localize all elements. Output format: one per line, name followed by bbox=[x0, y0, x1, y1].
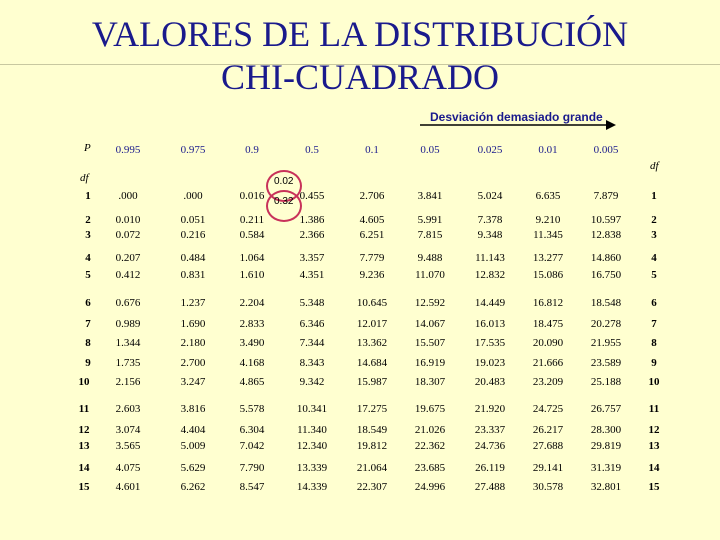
df-value-right: 6 bbox=[651, 297, 657, 309]
table-cell: 3.247 bbox=[180, 376, 206, 388]
table-cell: 0.455 bbox=[299, 190, 325, 202]
table-cell: 11.345 bbox=[533, 229, 563, 241]
table-cell: 1.386 bbox=[299, 214, 325, 226]
table-cell: 14.684 bbox=[356, 357, 388, 369]
table-cell: 18.549 bbox=[356, 424, 388, 436]
table-cell: 6.635 bbox=[535, 190, 561, 202]
df-value-right: 2 bbox=[651, 214, 657, 226]
table-cell: 27.488 bbox=[474, 481, 506, 493]
table-cell: 7.378 bbox=[477, 214, 503, 226]
table-cell: 9.488 bbox=[417, 252, 443, 264]
table-cell: 32.801 bbox=[590, 481, 622, 493]
table-cell: 9.236 bbox=[359, 269, 385, 281]
table-cell: 27.688 bbox=[532, 440, 564, 452]
table-cell: 18.475 bbox=[532, 318, 564, 330]
table-cell: 19.023 bbox=[474, 357, 506, 369]
table-cell: 4.351 bbox=[299, 269, 325, 281]
table-cell: 21.955 bbox=[590, 337, 622, 349]
table-cell: 26.217 bbox=[532, 424, 564, 436]
table-cell: 11.070 bbox=[415, 269, 445, 281]
table-cell: 0.584 bbox=[239, 229, 265, 241]
table-cell: 4.168 bbox=[239, 357, 265, 369]
table-cell: 0.989 bbox=[115, 318, 141, 330]
table-cell: 5.009 bbox=[180, 440, 206, 452]
table-cell: 4.404 bbox=[180, 424, 206, 436]
table-cell: 0.010 bbox=[115, 214, 141, 226]
probability-header: 0.05 bbox=[420, 144, 440, 156]
table-cell: 14.449 bbox=[474, 297, 506, 309]
table-cell: 6.304 bbox=[239, 424, 265, 436]
table-cell: 2.603 bbox=[115, 403, 141, 415]
table-cell: 7.879 bbox=[593, 190, 619, 202]
table-cell: 1.064 bbox=[239, 252, 265, 264]
annotation-032: 0.32 bbox=[274, 196, 294, 207]
table-cell: 16.750 bbox=[590, 269, 622, 281]
table-cell: 23.685 bbox=[414, 462, 446, 474]
table-cell: 21.666 bbox=[532, 357, 564, 369]
table-cell: 1.610 bbox=[239, 269, 265, 281]
df-value-left: 11 bbox=[78, 403, 90, 415]
table-cell: 12.832 bbox=[474, 269, 506, 281]
df-value-right: 11 bbox=[648, 403, 660, 415]
table-cell: 7.344 bbox=[299, 337, 325, 349]
df-label-left: df bbox=[80, 172, 89, 184]
df-value-left: 3 bbox=[85, 229, 91, 241]
table-cell: 7.042 bbox=[239, 440, 265, 452]
table-cell: 3.816 bbox=[180, 403, 206, 415]
df-value-left: 9 bbox=[85, 357, 91, 369]
table-cell: 7.815 bbox=[417, 229, 443, 241]
table-cell: 6.346 bbox=[299, 318, 325, 330]
df-value-left: 4 bbox=[85, 252, 91, 264]
df-value-right: 5 bbox=[651, 269, 657, 281]
table-cell: 9.210 bbox=[535, 214, 561, 226]
table-cell: 17.275 bbox=[356, 403, 388, 415]
df-value-right: 9 bbox=[651, 357, 657, 369]
table-cell: 12.838 bbox=[590, 229, 622, 241]
table-cell: 12.592 bbox=[414, 297, 446, 309]
table-cell: 11.340 bbox=[297, 424, 327, 436]
table-cell: 8.343 bbox=[299, 357, 325, 369]
table-cell: .000 bbox=[183, 190, 203, 202]
table-cell: 20.278 bbox=[590, 318, 622, 330]
table-cell: 4.601 bbox=[115, 481, 141, 493]
table-cell: 21.064 bbox=[356, 462, 388, 474]
title-line-1: VALORES DE LA DISTRIBUCIÓN bbox=[91, 14, 629, 54]
annotation-002: 0.02 bbox=[274, 176, 294, 187]
probability-header: 0.1 bbox=[365, 144, 379, 156]
table-cell: 0.072 bbox=[115, 229, 141, 241]
table-cell: 4.605 bbox=[359, 214, 385, 226]
table-cell: 6.251 bbox=[359, 229, 385, 241]
table-cell: 5.629 bbox=[180, 462, 206, 474]
table-cell: 4.075 bbox=[115, 462, 141, 474]
df-value-left: 14 bbox=[78, 462, 90, 474]
table-cell: 7.779 bbox=[359, 252, 385, 264]
table-cell: 30.578 bbox=[532, 481, 564, 493]
df-value-right: 10 bbox=[648, 376, 660, 388]
table-cell: 8.547 bbox=[239, 481, 265, 493]
table-cell: 23.589 bbox=[590, 357, 622, 369]
arrow-label: Desviación demasiado grande bbox=[430, 110, 603, 124]
table-cell: 15.987 bbox=[356, 376, 388, 388]
table-cell: 29.141 bbox=[532, 462, 564, 474]
table-cell: 10.341 bbox=[296, 403, 328, 415]
table-cell: 3.841 bbox=[417, 190, 443, 202]
table-cell: 5.578 bbox=[239, 403, 265, 415]
table-cell: 15.086 bbox=[532, 269, 564, 281]
table-cell: 9.342 bbox=[299, 376, 325, 388]
df-value-left: 13 bbox=[78, 440, 90, 452]
table-cell: 28.300 bbox=[590, 424, 622, 436]
table-cell: 2.706 bbox=[359, 190, 385, 202]
df-value-left: 5 bbox=[85, 269, 91, 281]
df-value-right: 4 bbox=[651, 252, 657, 264]
df-value-left: 6 bbox=[85, 297, 91, 309]
probability-header: 0.01 bbox=[538, 144, 558, 156]
table-cell: 0.211 bbox=[239, 214, 265, 226]
df-value-right: 8 bbox=[651, 337, 657, 349]
table-cell: 13.277 bbox=[532, 252, 564, 264]
df-value-right: 7 bbox=[651, 318, 657, 330]
df-label-right: df bbox=[650, 160, 659, 172]
table-cell: 2.700 bbox=[180, 357, 206, 369]
table-cell: 16.812 bbox=[532, 297, 564, 309]
table-cell: 19.812 bbox=[356, 440, 388, 452]
right-arrow-icon bbox=[420, 118, 620, 134]
table-cell: 2.833 bbox=[239, 318, 265, 330]
table-cell: 23.209 bbox=[532, 376, 564, 388]
df-value-left: 10 bbox=[78, 376, 90, 388]
probability-header: 0.995 bbox=[115, 144, 141, 156]
probability-header: 0.975 bbox=[180, 144, 206, 156]
table-cell: 16.013 bbox=[474, 318, 506, 330]
table-cell: 0.207 bbox=[115, 252, 141, 264]
p-label: P bbox=[84, 142, 91, 154]
df-value-left: 15 bbox=[78, 481, 90, 493]
table-cell: 11.143 bbox=[475, 252, 505, 264]
table-cell: 22.362 bbox=[414, 440, 446, 452]
table-cell: 1.690 bbox=[180, 318, 206, 330]
table-cell: 6.262 bbox=[180, 481, 206, 493]
table-cell: 0.051 bbox=[180, 214, 206, 226]
df-value-right: 1 bbox=[651, 190, 657, 202]
table-cell: 29.819 bbox=[590, 440, 622, 452]
probability-header: 0.9 bbox=[245, 144, 259, 156]
table-cell: 0.016 bbox=[239, 190, 265, 202]
table-cell: 2.156 bbox=[115, 376, 141, 388]
table-cell: 2.180 bbox=[180, 337, 206, 349]
table-cell: 24.996 bbox=[414, 481, 446, 493]
table-cell: 20.483 bbox=[474, 376, 506, 388]
table-cell: 13.339 bbox=[296, 462, 328, 474]
table-cell: 13.362 bbox=[356, 337, 388, 349]
df-value-right: 15 bbox=[648, 481, 660, 493]
table-cell: 2.366 bbox=[299, 229, 325, 241]
table-cell: 5.024 bbox=[477, 190, 503, 202]
df-value-left: 12 bbox=[78, 424, 90, 436]
table-cell: 3.074 bbox=[115, 424, 141, 436]
table-cell: 10.597 bbox=[590, 214, 622, 226]
df-value-left: 7 bbox=[85, 318, 91, 330]
table-cell: 26.119 bbox=[475, 462, 505, 474]
table-cell: 14.067 bbox=[414, 318, 446, 330]
table-cell: 1.735 bbox=[115, 357, 141, 369]
table-cell: 19.675 bbox=[414, 403, 446, 415]
title-line-2: CHI-CUADRADO bbox=[221, 57, 499, 97]
table-cell: 2.204 bbox=[239, 297, 265, 309]
table-cell: 0.216 bbox=[180, 229, 206, 241]
table-cell: 5.348 bbox=[299, 297, 325, 309]
table-cell: 0.412 bbox=[115, 269, 141, 281]
table-cell: 26.757 bbox=[590, 403, 622, 415]
table-cell: 5.991 bbox=[417, 214, 443, 226]
probability-header: 0.025 bbox=[477, 144, 503, 156]
table-cell: 24.725 bbox=[532, 403, 564, 415]
table-cell: 3.357 bbox=[299, 252, 325, 264]
df-value-right: 13 bbox=[648, 440, 660, 452]
df-value-left: 8 bbox=[85, 337, 91, 349]
table-cell: 31.319 bbox=[590, 462, 622, 474]
table-cell: 4.865 bbox=[239, 376, 265, 388]
table-cell: 23.337 bbox=[474, 424, 506, 436]
df-value-left: 2 bbox=[85, 214, 91, 226]
table-cell: 18.548 bbox=[590, 297, 622, 309]
table-cell: 0.484 bbox=[180, 252, 206, 264]
table-cell: 7.790 bbox=[239, 462, 265, 474]
probability-header: 0.5 bbox=[305, 144, 319, 156]
df-value-right: 12 bbox=[648, 424, 660, 436]
table-cell: .000 bbox=[118, 190, 138, 202]
table-cell: 17.535 bbox=[474, 337, 506, 349]
table-cell: 18.307 bbox=[414, 376, 446, 388]
table-cell: 15.507 bbox=[414, 337, 446, 349]
table-cell: 14.339 bbox=[296, 481, 328, 493]
table-cell: 3.565 bbox=[115, 440, 141, 452]
table-cell: 25.188 bbox=[590, 376, 622, 388]
table-cell: 0.676 bbox=[115, 297, 141, 309]
table-cell: 14.860 bbox=[590, 252, 622, 264]
df-value-right: 14 bbox=[648, 462, 660, 474]
table-cell: 1.344 bbox=[115, 337, 141, 349]
df-value-left: 1 bbox=[85, 190, 91, 202]
table-cell: 20.090 bbox=[532, 337, 564, 349]
probability-header: 0.005 bbox=[593, 144, 619, 156]
table-cell: 0.831 bbox=[180, 269, 206, 281]
table-cell: 24.736 bbox=[474, 440, 506, 452]
table-cell: 10.645 bbox=[356, 297, 388, 309]
table-cell: 9.348 bbox=[477, 229, 503, 241]
df-value-right: 3 bbox=[651, 229, 657, 241]
table-cell: 12.340 bbox=[296, 440, 328, 452]
table-cell: 3.490 bbox=[239, 337, 265, 349]
table-cell: 16.919 bbox=[414, 357, 446, 369]
table-cell: 1.237 bbox=[180, 297, 206, 309]
table-cell: 12.017 bbox=[356, 318, 388, 330]
table-cell: 21.920 bbox=[474, 403, 506, 415]
table-cell: 21.026 bbox=[414, 424, 446, 436]
table-cell: 22.307 bbox=[356, 481, 388, 493]
